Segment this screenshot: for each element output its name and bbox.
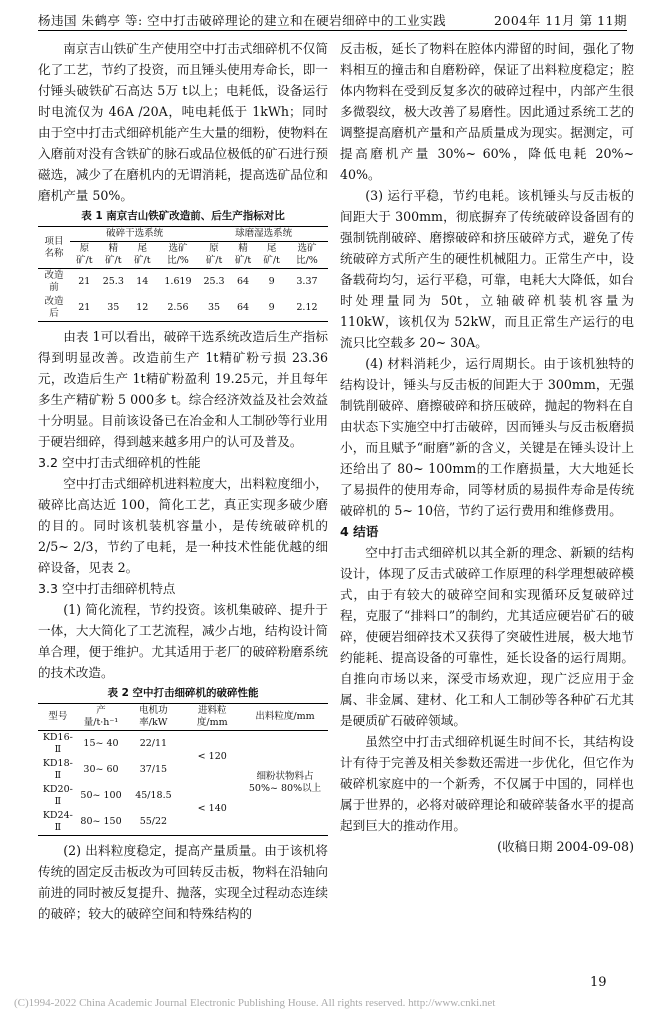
table-cell: 80~ 150 (80, 816, 122, 827)
table-cell: 25.3 (203, 276, 225, 287)
table-header-cell: 选矿比/% (157, 242, 200, 269)
table-header-cell: 项目名称 (38, 227, 70, 269)
table-cell: 35 (207, 302, 221, 313)
table-cell: 55/22 (139, 816, 168, 827)
table-cell: KD16-Ⅱ (42, 732, 73, 755)
table-cell: 14 (136, 276, 149, 287)
paragraph: (3) 运行平稳，节约电耗。该机锤头与反击板的间距大于 300mm，彻底摒弃了传统破碎设备固有的强制铣削破碎、磨擦破碎和挤压破碎方式，避免了传统破碎方式所产生的硬性机械阻力。正常生产中，设备载荷均匀，运行平稳，可靠，电耗大大降低，如台时处理量同为 50t，立轴破碎机装机容量为 110kW，该机仅为 52kW，而且正常生产运行的电流只比空载多 20~ 30A。 (340, 188, 634, 350)
table-caption: 表 1 南京吉山铁矿改造前、后生产指标对比 (81, 210, 285, 222)
page-footer (0, 975, 657, 1013)
table-row (38, 295, 328, 322)
copyright-notice: (C)1994-2022 China Academic Journal Electronic Publishing House. All rights reserved. http://www.cnki.net (14, 997, 496, 1009)
paragraph: 空中打击式细碎机以其全新的理念、新颖的结构设计，体现了反击式破碎工作原理的科学理想破碎模式，由于有较大的破碎空间和实现循环反复破碎过程，克服了“排料口”的制约，尤其适应硬岩矿石的破碎，使硬岩细碎技术又获得了突破性进展，极大地节约能耗、提高设备的可靠性，延长设备的运行周期。自推向市场以来，深受市场欢迎，现广泛应用于金属、非金属、建材、化工和人工制砂等各种矿石尤其是硬质矿石破碎领域。 (340, 545, 634, 728)
table-cell: 改造后 (44, 296, 64, 319)
table-header-cell: 选矿比/% (286, 242, 328, 269)
table-cell: 37/15 (139, 764, 168, 775)
paragraph: (1) 简化流程，节约投资。该机集破碎、提升于一体，大大简化了工艺流程，减少占地，结构设计简单合理，便于维护。尤其适用于老厂的破碎粉磨系统的技术改造。 (38, 602, 328, 680)
header-issue: 2004年 11月 第 11期 (493, 13, 627, 28)
table-cell: 21 (78, 302, 91, 313)
table-header-cell: 型号 (38, 704, 78, 731)
table-cell: 9 (268, 302, 275, 313)
table-header-cell: 精矿/t (99, 242, 128, 269)
table-cell: 2.12 (296, 302, 318, 313)
section-heading: 4 结语 (340, 524, 379, 539)
table-caption: 表 2 空中打击细碎机的破碎性能 (107, 687, 259, 699)
section-heading: 3.3 空中打击细碎机特点 (38, 581, 176, 596)
paragraph: (2) 出料粒度稳定，提高产量质量。由于该机将传统的固定反击板改为可回转反击板，物料在沿轴向前进的同时被反复提升、抛落，实现全过程动态连续的破碎；较大的破碎空间和特殊结构的 (38, 843, 328, 921)
table-cell: 45/18.5 (135, 790, 172, 801)
header-title: 杨违国 朱鹤亭 等: 空中打击破碎理论的建立和在硬岩细碎中的工业实践 (38, 13, 447, 28)
table-header-cell: 尾矿/t (257, 242, 286, 269)
table-cell: < 120 (197, 751, 227, 762)
table-cell: 1.619 (164, 276, 192, 287)
table-1 (38, 226, 328, 322)
table-group-header: 破碎干选系统 (70, 227, 199, 242)
paragraph: (4) 材料消耗少，运行周期长。由于该机独特的结构设计，锤头与反击板的间距大于 300mm，无强制铣削破碎、磨擦破碎和挤压破碎，抛起的物料在自由状态下实施空中打击破碎，因而锤头与反击板磨损小，而且赋予“耐磨”新的含义，关键是在锤头设计上还给出了 80~ 100mm的工作磨损量，大大地延长了易损件的使用寿命，同等材质的易损件寿命是传统破碎机的 5~ 10倍，节约了运行费用和维修费用。 (340, 356, 634, 518)
table-2 (38, 703, 328, 836)
table-group-header: 球磨湿选系统 (199, 227, 328, 242)
table-header-cell: 出料粒度/mm (242, 704, 328, 731)
paragraph: 反击板，延长了物料在腔体内滞留的时间，强化了物料相互的撞击和自磨粉碎，保证了出料粒度稳定；腔体内物料在受到反复多次的破碎过程中，内部产生很多微裂纹，极大改善了易磨性。因此通过系统工艺的调整提高磨机产量和产品质量成为现实。据测定，可提高磨机产量 30%~ 60%，降低电耗 20%~ 40%。 (340, 41, 634, 182)
table-cell: 21 (78, 276, 91, 287)
page-number: 19 (590, 975, 607, 990)
paragraph: 南京吉山铁矿生产使用空中打击式细碎机不仅简化了工艺，节约了投资，而且锤头使用寿命长，即一付锤头破铁矿石高达 5万 t以上；电耗低，设备运行时电流仅为 46A /20A，吨电耗低于 1kWh；同时由于空中打击式细碎机能产生大量的细粉，使物料在入磨前对没有含铁矿的脉石或品位极低的矿石进行预磁选，减少了在磨机内的无谓消耗，提高选矿品位和磨机产量 50%。 (38, 41, 328, 203)
table-header-cell: 原矿/t (70, 242, 99, 269)
section-heading: 3.2 空中打击式细碎机的性能 (38, 455, 201, 470)
table-cell: 9 (268, 276, 275, 287)
table-header-cell: 进料粒度/mm (182, 704, 242, 731)
paragraph: 虽然空中打击式细碎机诞生时间不长，其结构设计有待于完善及相关参数还需进一步优化，但它作为破碎机家庭中的一个新秀，不仅属于中国的，同样也属于世界的，必将对破碎理论和破碎装备水平的提高起到巨大的推动作用。 (340, 734, 634, 833)
table-cell: KD20-Ⅱ (42, 784, 73, 807)
table-cell: 64 (236, 302, 250, 313)
table-cell: 改造前 (44, 270, 64, 293)
right-column (340, 38, 634, 857)
table-cell: 22/11 (139, 738, 168, 749)
table-cell: 30~ 60 (83, 764, 119, 775)
received-date: (收稿日期 2004-09-08) (497, 839, 634, 854)
table-cell: 2.56 (167, 302, 189, 313)
paragraph: 由表 1可以看出，破碎干选系统改造后生产指标得到明显改善。改造前生产 1t精矿粉亏损 23.36元，改造后生产 1t精矿粉盈利 19.25元，并且每年多生产精矿粉 5 000多 t。综合经济效益及社会效益十分明显。目前该设备已在冶金和人工制砂等行业用于硬岩细碎，得到越来越多用户的认可及普及。 (38, 329, 328, 449)
table-cell: KD18-Ⅱ (42, 758, 73, 781)
table-cell: 50~ 100 (80, 790, 122, 801)
table-header-cell: 电机功率/kW (124, 704, 182, 731)
running-header (38, 10, 627, 31)
table-cell: 25.3 (102, 276, 124, 287)
table-row (38, 269, 328, 296)
table-cell: 15~ 40 (83, 738, 119, 749)
table-header-cell: 原矿/t (199, 242, 228, 269)
table-cell: 12 (136, 302, 149, 313)
table-cell: 64 (236, 276, 250, 287)
table-cell: < 140 (197, 803, 227, 814)
table-cell: 35 (107, 302, 120, 313)
table-cell: KD24-Ⅱ (42, 810, 73, 833)
paragraph: 空中打击式细碎机进料粒度大，出料粒度细小，破碎比高达近 100，简化工艺，真正实现多破少磨的目的。同时该机装机容量小，是传统破碎机的 2/5~ 2/3，节约了电耗，是一种技术性能优越的细碎设备，见表 2。 (38, 476, 328, 575)
table-cell: 3.37 (296, 276, 318, 287)
left-column (38, 38, 328, 924)
table-header-cell: 产量/t·h⁻¹ (78, 704, 125, 731)
table-header-cell: 精矿/t (229, 242, 258, 269)
table-cell: 细粉状物料占50%~ 80%以上 (248, 771, 322, 794)
table-row (38, 731, 328, 758)
table-header-cell: 尾矿/t (128, 242, 157, 269)
